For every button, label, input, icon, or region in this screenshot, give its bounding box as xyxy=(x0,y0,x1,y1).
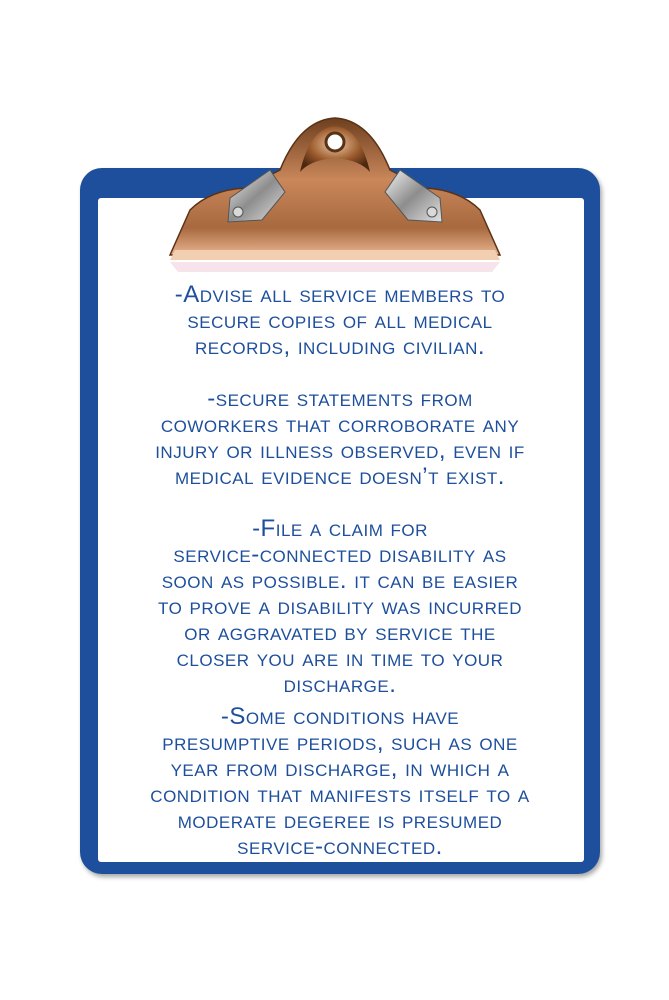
advice-paragraph-1: -Advise all service members to secure copies of all medical records, including civilian. xyxy=(174,281,506,360)
advice-paragraph-2: -secure statements from coworkers that corroborate any injury or illness observed, even if medical evidence doesn’t exist. xyxy=(155,385,525,490)
advice-text-block xyxy=(112,282,568,860)
advice-paragraph-4: -Some conditions have presumptive periods, such as one year from discharge, in which a condition that manifests itself to a moderate degeree is presumed service-connected. xyxy=(150,703,530,860)
advice-paragraph-3: -File a claim for service-connected disability as soon as possible. it can be easier to prove a disability was incurred or aggravated by service the closer you are in time to your discharge. xyxy=(158,515,522,698)
metal-clip-icon xyxy=(150,100,520,275)
